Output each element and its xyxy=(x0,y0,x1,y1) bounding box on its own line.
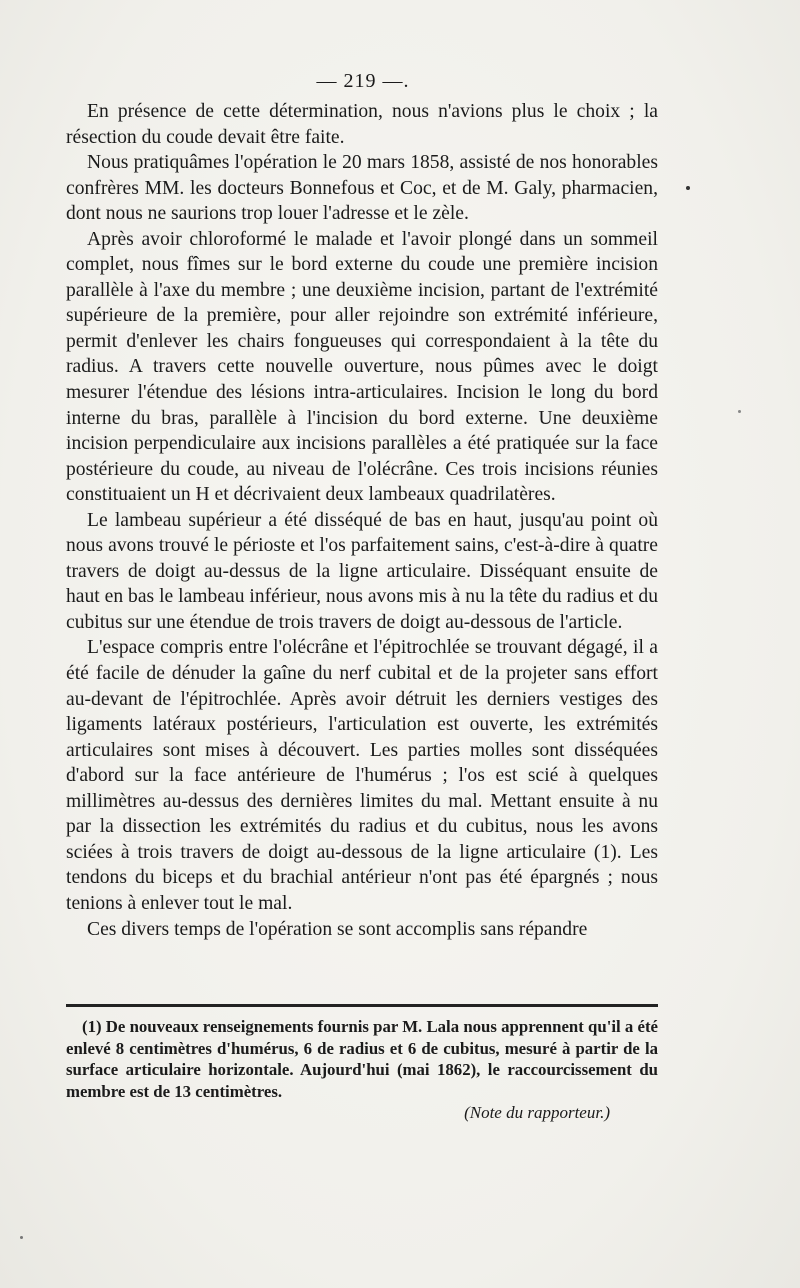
ink-speck xyxy=(20,1236,23,1239)
ink-speck xyxy=(686,186,690,190)
footnote-attribution: (Note du rapporteur.) xyxy=(464,1103,610,1123)
page-number: — 219 —. xyxy=(316,70,410,92)
paragraph-5: L'espace compris entre l'olécrâne et l'épitrochlée se trouvant dégagé, il a été facile de dénuder la gaîne du nerf cubital et de la projeter sans effort au-devant de l'épitrochlée. Après avoir détruit les derniers vestiges des ligaments latéraux postérieurs, l'articulation est ouverte, les extrémités articulaires sont mises à découvert. Les parties molles sont disséquées d'abord sur la face antérieure de l'humérus ; l'os est scié à quelques millimètres au-dessus des dernières limites du mal. Mettant ensuite à nu par la dissection les extrémités du radius et du cubitus, nous les avons sciées à trois travers de doigt au-dessous de la ligne articulaire (1). Les tendons du biceps et du brachial antérieur n'ont pas été épargnés ; nous tenions à enlever tout le mal. xyxy=(66,637,658,914)
footnote-rule xyxy=(66,1004,658,1007)
footnote-text: (1) De nouveaux renseignements fournis par M. Lala nous apprennent qu'il a été enlevé 8 centimètres d'humérus, 6 de radius et 6 de cubitus, mesuré à partir de la surface articulaire horizontale. Aujourd'hui (mai 1862), le raccourcissement du membre est de 13 centimètres. xyxy=(66,1017,658,1101)
paragraph-1: En présence de cette détermination, nous n'avions plus le choix ; la résection du coude devait être faite. xyxy=(66,101,658,148)
paragraph-3: Après avoir chloroformé le malade et l'avoir plongé dans un sommeil complet, nous fîmes sur le bord externe du coude une première incision parallèle à l'axe du membre ; une deuxième incision, partant de l'extrémité supérieure de la première, pour aller rejoindre son extrémité inférieure, permit d'enlever les chairs fongueuses qui correspondaient à la tête du radius. A travers cette nouvelle ouverture, nous pûmes avec le doigt mesurer l'étendue des lésions intra-articulaires. Incision le long du bord interne du bras, parallèle à l'incision du bord externe. Une deuxième incision perpendiculaire aux incisions parallèles a été pratiquée sur la face postérieure du coude, au niveau de l'olécrâne. Ces trois incisions réunies constituaient un H et décrivaient deux lambeaux quadrilatères. xyxy=(66,228,658,506)
main-text xyxy=(66,99,658,942)
paragraph-2: Nous pratiquâmes l'opération le 20 mars 1858, assisté de nos honorables confrères MM. les docteurs Bonnefous et Coc, et de M. Galy, pharmacien, dont nous ne saurions trop louer l'adresse et le zèle. xyxy=(66,152,658,225)
ink-speck xyxy=(738,410,741,413)
footnote xyxy=(66,1016,658,1124)
paragraph-4: Le lambeau supérieur a été disséqué de bas en haut, jusqu'au point où nous avons trouvé le périoste et l'os parfaitement sains, c'est-à-dire à quatre travers de doigt au-dessus de la ligne articulaire. Disséquant ensuite de haut en bas le lambeau inférieur, nous avons mis à nu la tête du radius et du cubitus sur une étendue de trois travers de doigt au-dessous de l'article. xyxy=(66,509,658,633)
paragraph-6: Ces divers temps de l'opération se sont accomplis sans répandre xyxy=(87,918,588,940)
